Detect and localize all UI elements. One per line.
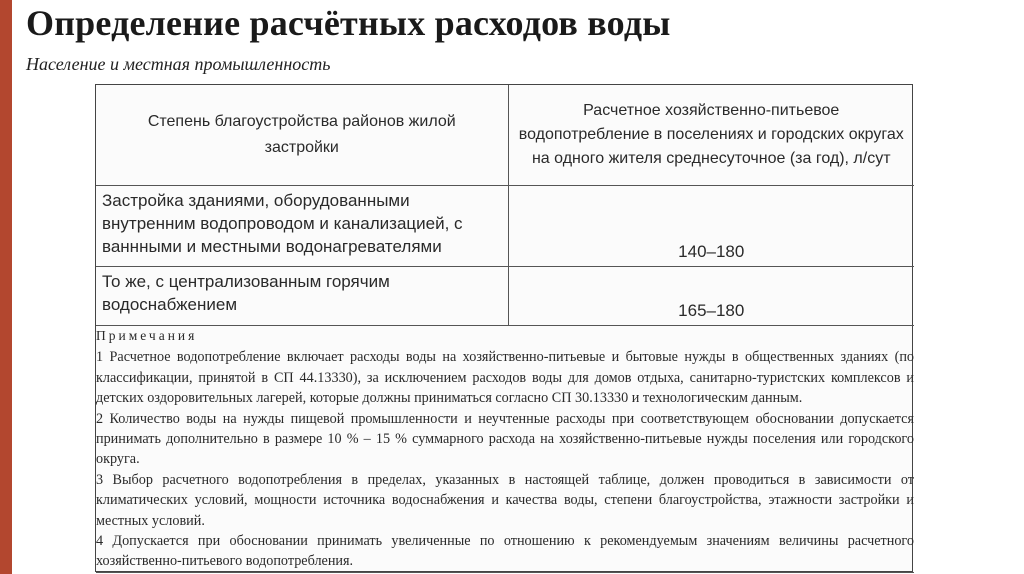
table-row: [96, 267, 914, 326]
header-col-consumption: Расчетное хозяйственно-питьевое водопотребление в поселениях и городских округах на одного жителя среднесуточное (за год), л/сут: [508, 85, 914, 186]
slide-subtitle: Население и местная промышленность: [26, 54, 331, 74]
note-text: 2 Количество воды на нужды пищевой промышленности и неучтенные расходы при соответствующем обосновании допускается принимать дополнительно в размере 10 % – 15 % суммарного расхода на хозяйственно-питьевые нужды поселения или городского округа.: [96, 410, 914, 468]
note-item: [96, 470, 914, 531]
slide-accent-bar: [0, 0, 12, 574]
table-grid: [96, 85, 914, 573]
row-label: Застройка зданиями, оборудованными внутренним водопроводом и канализацией, с ваннными и местными водонагревателями: [96, 186, 508, 267]
notes-title: Примечания: [96, 328, 198, 343]
note-item: [96, 409, 914, 470]
table-notes: [96, 326, 914, 573]
note-text: 3 Выбор расчетного водопотребления в пределах, указанных в настоящей таблице, должен проводиться в зависимости от климатических условий, мощности источника водоснабжения и качества воды, степени благоустройства, этажности застройки и местных условий.: [96, 471, 914, 529]
note-text: 1 Расчетное водопотребление включает расходы воды на хозяйственно-питьевые и бытовые нужды в общественных зданиях (по классификации, принятой в СП 44.13330), за исключением расходов воды для домов отдыха, санитарно-туристских комплексов и детских оздоровительных лагерей, которые должны приниматься согласно СП 30.13330 и технологическим данным.: [96, 349, 914, 407]
table-header-row: [96, 85, 914, 186]
row-value: 140–180: [508, 186, 914, 267]
row-label: То же, с централизованным горячим водоснабжением: [96, 267, 508, 326]
note-item: [96, 347, 914, 408]
note-item: [96, 531, 914, 572]
slide-title: Определение расчётных расходов воды: [26, 3, 671, 43]
header-col-improvement-degree: Степень благоустройства районов жилой застройки: [96, 85, 508, 186]
row-value: 165–180: [508, 267, 914, 326]
notes-row: [96, 326, 914, 573]
water-consumption-table: [95, 84, 913, 572]
note-text: 4 Допускается при обосновании принимать увеличенные по отношению к рекомендуемым значениям величины расчетного хозяйственно-питьевого водопотребления.: [96, 533, 914, 570]
table-row: [96, 186, 914, 267]
